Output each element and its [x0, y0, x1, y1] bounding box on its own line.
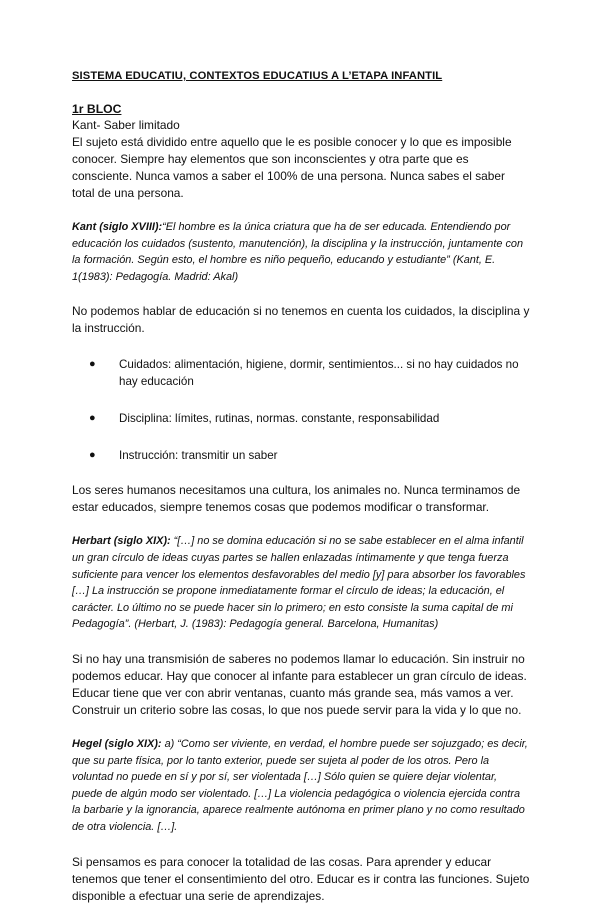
transmission-paragraph: Si no hay una transmisión de saberes no podemos llamar lo educación. Sin instruir no podemos educar. Hay que conocer al infante para establecer un gran círculo de ideas. Educar tiene que ver con abrir ventanas, cuanto más grande sea, más vamos a ver. Construir un criterio sobre las cosas, lo que nos puede servir para la vida y lo que no. — [72, 651, 527, 717]
intro-paragraph: El sujeto está dividido entre aquello que le es posible conocer y lo que es imposible conocer. Siempre hay elementos que son inconscientes y otra parte que es consciente. Nunca vamos a saber el 100% de una persona. Nunca sabes el saber total de una persona. — [72, 135, 512, 200]
bullet-icon: ● — [89, 449, 96, 462]
hegel-quote-author: Hegel (siglo XIX): — [72, 737, 162, 750]
list-item-text: Cuidados: alimentación, higiene, dormir, sentimientos... si no hay cuidados no hay educación — [119, 358, 519, 389]
list-item — [72, 447, 530, 464]
hegel-quote — [72, 736, 530, 836]
consent-paragraph: Si pensamos es para conocer la totalidad de las cosas. Para aprender y educar tenemos que tener el consentimiento del otro. Educar es ir contra las funciones. Sujeto disponible a efectuar una serie de aprendizajes. — [72, 854, 530, 903]
kant-quote-author: Kant (siglo XVIII): — [72, 221, 163, 233]
herbart-quote-author: Herbart (siglo XIX): — [72, 535, 171, 548]
bullet-icon: ● — [89, 412, 96, 425]
hegel-quote-text: a) “Como ser viviente, en verdad, el hombre puede ser sojuzgado; es decir, que su parte física, por lo tanto exterior, puede ser sujeta al poder de los otros. Pero la voluntad no puede en sí y por sí, ser violentada […] Sólo quien se quiere dejar violentar, puede de algún modo ser violentado. […] La violencia pedagógica o violencia ejercida contra la barbarie y la ignorancia, aparece realmente autónoma en primer plano y no como resultado de otra violencia. […]. — [72, 737, 528, 833]
care-paragraph: No podemos hablar de educación si no tenemos en cuenta los cuidados, la disciplina y la instrucción. — [72, 304, 530, 336]
education-pillars-list — [72, 356, 530, 464]
list-item-text: Instrucción: transmitir un saber — [119, 449, 278, 463]
list-item — [72, 410, 530, 427]
list-item — [72, 356, 530, 390]
herbart-quote-text: “[…] no se domina educación si no se sabe establecer en el alma infantil un gran círculo de ideas cuyas partes se hallen enlazadas íntimamente y que tenga fuerza suficiente para vencer los elementos desfavorables del medio [y] para absorber los favorables […] La instrucción se propone inmediatamente formar el círculo de ideas; la educación, el carácter. Lo último no se puede hacer sin lo primero; en esto consiste la suma capital de mi Pedagogía”. (Herbart, J. (1983): Pedagogía general. Barcelona, Humanitas) — [72, 535, 526, 631]
bullet-icon: ● — [89, 358, 96, 371]
culture-paragraph: Los seres humanos necesitamos una cultura, los animales no. Nunca terminamos de estar educados, siempre tenemos cosas que podemos modificar o transformar. — [72, 483, 521, 515]
list-item-text: Disciplina: límites, rutinas, normas. constante, responsabilidad — [119, 412, 440, 426]
section-subheading: Kant- Saber limitado — [72, 118, 180, 132]
herbart-quote — [72, 533, 530, 633]
kant-quote-text: “El hombre es la única criatura que ha de ser educada. Entendiendo por educación los cuidados (sustento, manutención), la disciplina y la instrucción, juntamente con la formación. Según esto, el hombre es niño pequeño, educando y estudiante” (Kant, E. 1(1983): Pedagogía. Madrid: Akal) — [72, 221, 524, 283]
section-heading: 1r BLOC — [72, 102, 122, 116]
document-title: SISTEMA EDUCATIU, CONTEXTOS EDUCATIUS A L’ETAPA INFANTIL — [72, 70, 443, 82]
kant-quote — [72, 219, 530, 285]
